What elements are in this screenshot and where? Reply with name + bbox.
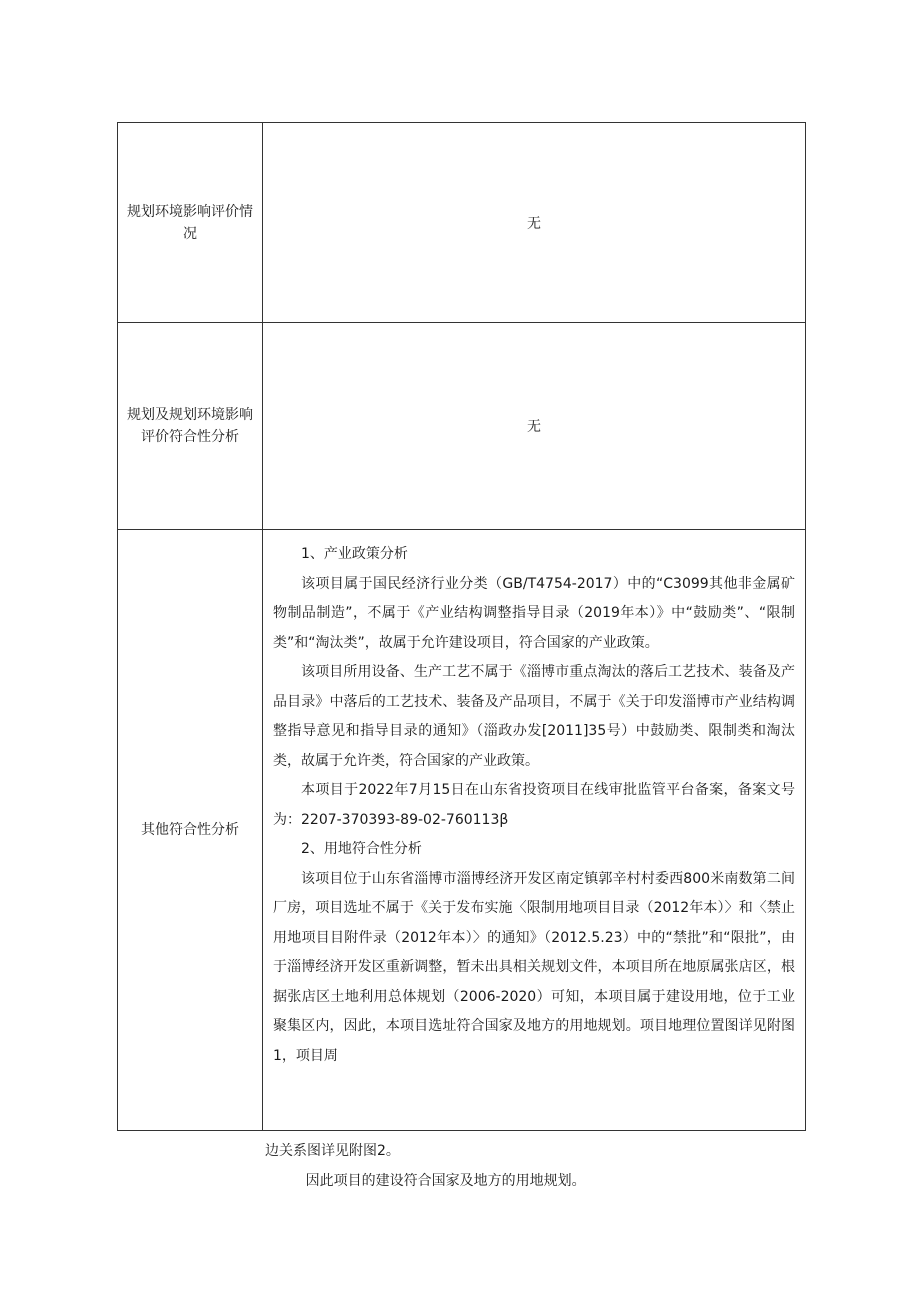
table-row — [118, 123, 805, 323]
row-content: 无 — [527, 215, 541, 232]
row-content — [263, 530, 805, 1130]
continuation-text: 边关系图详见附图2。 — [265, 1143, 400, 1159]
table-row — [118, 323, 805, 530]
paragraph: 本项目于2022年7月15日在山东省投资项目在线审批监管平台备案，备案文号为：2207-370393-89-02-760113β — [273, 782, 795, 828]
row-label: 规划及规划环境影响评价符合性分析 — [118, 323, 263, 529]
table-row — [118, 530, 805, 1130]
section-heading-land-use: 2、用地符合性分析 — [301, 841, 422, 857]
paragraph: 该项目位于山东省淄博市淄博经济开发区南定镇郭辛村村委西800米南数第二间厂房，项目选址不属于《关于发布实施〈限制用地项目目录（2012年本）〉和〈禁止用地项目目附件录（2012年本）〉的通知》（2012.5.23）中的“禁批”和“限批”，由于淄博经济开发区重新调整，暂未出具相关规划文件，本项目所在地原属张店区，根据张店区土地利用总体规划（2006-2020）可知，本项目属于建设用地，位于工业聚集区内，因此，本项目选址符合国家及地方的用地规划。项目地理位置图详见附图1，项目周 — [273, 870, 795, 1064]
row-content: 无 — [527, 419, 541, 435]
conclusion-text: 因此项目的建设符合国家及地方的用地规划。 — [305, 1173, 586, 1189]
paragraph: 该项目所用设备、生产工艺不属于《淄博市重点淘汰的落后工艺技术、装备及产品目录》中落后的工艺技术、装备及产品项目，不属于《关于印发淄博市产业结构调整指导意见和指导目录的通知》（淄政办发[2011]35号）中鼓励类、限制类和淘汰类，故属于允许类，符合国家的产业政策。 — [273, 664, 795, 769]
section-heading-industry-policy: 1、产业政策分析 — [301, 546, 408, 562]
assessment-table — [117, 122, 806, 1131]
row-label: 规划环境影响评价情况 — [118, 123, 263, 322]
row-label: 其他符合性分析 — [118, 530, 263, 1130]
paragraph: 该项目属于国民经济行业分类（GB/T4754-2017）中的“C3099其他非金属矿物制品制造”，不属于《产业结构调整指导目录（2019年本）》中“鼓励类”、“限制类”和“淘汰类”，故属于允许建设项目，符合国家的产业政策。 — [273, 575, 795, 651]
